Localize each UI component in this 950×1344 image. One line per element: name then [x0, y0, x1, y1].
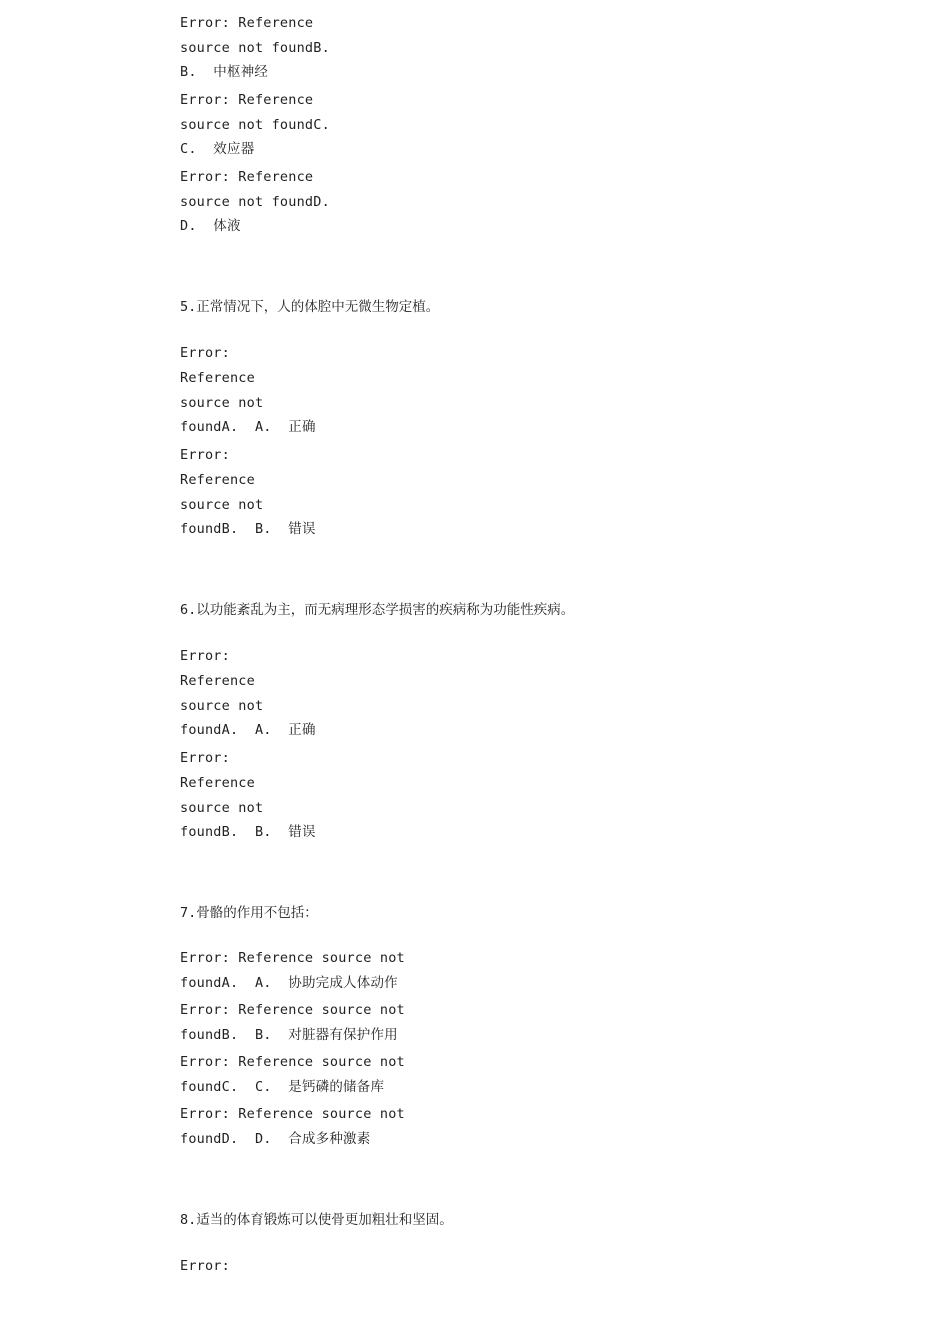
question-5-text: 5.正常情况下，人的体腔中无微生物定植。	[180, 299, 440, 315]
option-answer-a[interactable]: foundA. A. 正确	[180, 722, 316, 738]
option-label: D. 体液	[180, 218, 241, 234]
option-text: source not	[180, 497, 264, 513]
option-label: B. 中枢神经	[180, 64, 269, 80]
option-answer-b[interactable]: foundB. B. 对脏器有保护作用	[180, 1027, 398, 1043]
option-text: Reference	[180, 775, 255, 791]
option-answer-a[interactable]: foundA. A. 协助完成人体动作	[180, 975, 398, 991]
option-answer-b[interactable]: foundB. B. 错误	[180, 521, 316, 537]
option-text: Error:	[180, 750, 230, 766]
question-7-text: 7.骨骼的作用不包括：	[180, 905, 318, 921]
option-text: Error: Reference source not	[180, 1106, 405, 1122]
option-text: Error: Reference source not	[180, 1054, 405, 1070]
option-text: Error:	[180, 345, 230, 361]
option-text: Reference	[180, 472, 255, 488]
option-text: Error:	[180, 648, 230, 664]
option-text: Error:	[180, 1258, 230, 1274]
option-text: Error: Reference	[180, 169, 314, 185]
option-text: source not	[180, 698, 264, 714]
option-text: source not foundC.	[180, 117, 330, 133]
option-answer-a[interactable]: foundA. A. 正确	[180, 419, 316, 435]
question-8-text: 8.适当的体育锻炼可以使骨更加粗壮和坚固。	[180, 1212, 453, 1228]
option-text: Reference	[180, 673, 255, 689]
option-text: source not foundB.	[180, 40, 330, 56]
option-text: Error: Reference source not	[180, 1002, 405, 1018]
option-text: source not foundD.	[180, 194, 330, 210]
option-answer-d[interactable]: foundD. D. 合成多种激素	[180, 1131, 371, 1147]
option-text: Error: Reference source not	[180, 950, 405, 966]
question-6-text: 6.以功能紊乱为主，而无病理形态学损害的疾病称为功能性疾病。	[180, 602, 575, 618]
option-text: source not	[180, 395, 264, 411]
option-text: Error:	[180, 447, 230, 463]
option-answer-c[interactable]: foundC. C. 是钙磷的储备库	[180, 1079, 385, 1095]
option-label: C. 效应器	[180, 141, 255, 157]
option-answer-b[interactable]: foundB. B. 错误	[180, 824, 316, 840]
option-text: Reference	[180, 370, 255, 386]
option-text: source not	[180, 800, 264, 816]
option-text: Error: Reference	[180, 92, 314, 108]
option-text: Error: Reference	[180, 15, 314, 31]
